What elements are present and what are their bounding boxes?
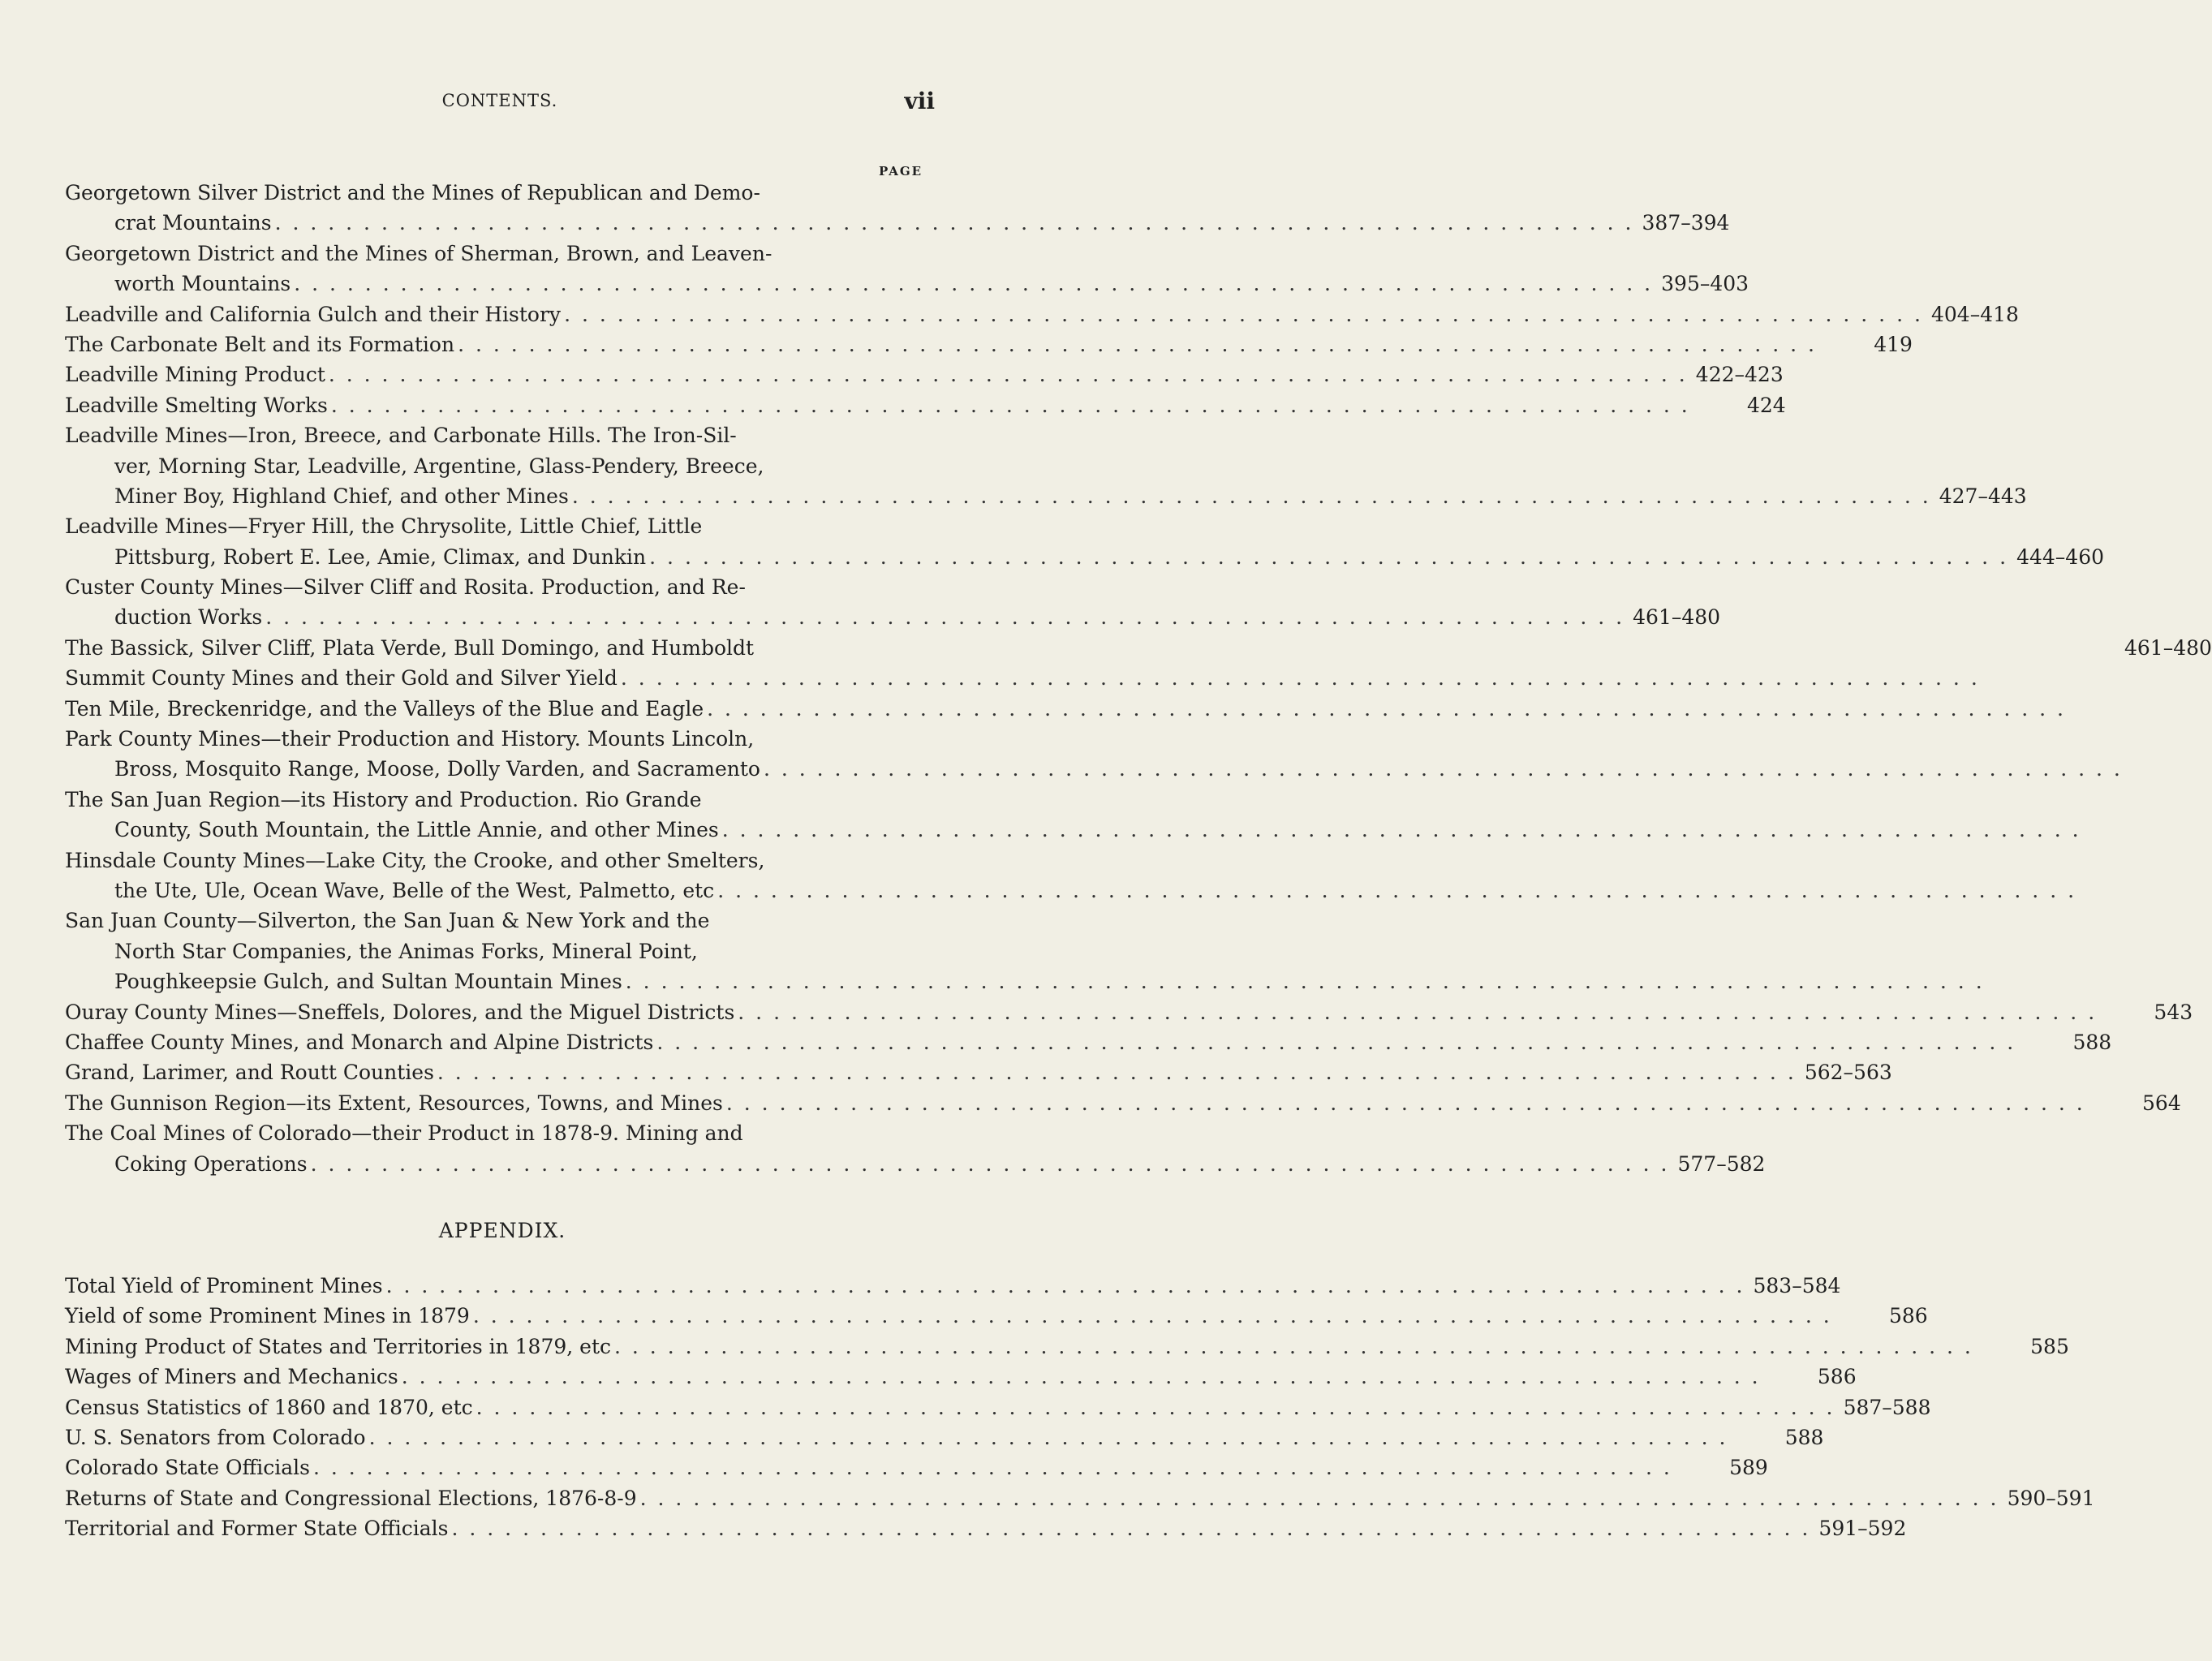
toc-entry xyxy=(65,1027,2112,1057)
toc-entry-title: Pittsburg, Robert E. Lee, Amie, Climax, and Dunkin xyxy=(114,544,647,569)
toc-entry-page: 419 xyxy=(1874,332,1913,356)
dot-leader: . . . . . . . . . . . . . . . . . . . . . . . . . . . . . . . . . . . . . . . . . . . . . . . . . . . . . . . . . . . . . . . . . . . . . . . . . . . . . xyxy=(476,1395,1835,1419)
toc-entry-line xyxy=(65,694,2066,724)
dot-leader: . . . . . . . . . . . . . . . . . . . . . . . . . . . . . . . . . . . . . . . . . . . . . . . . . . . . . . . . . . . . . . . . . . . . . . . . . . . . . xyxy=(437,1061,1797,1085)
appendix-entry xyxy=(65,1483,2095,1513)
toc-entry xyxy=(65,997,2193,1027)
toc-entry-page: 395–403 xyxy=(1661,272,1749,296)
toc-entry xyxy=(65,572,1721,633)
appendix-entry-page: 587–588 xyxy=(1843,1395,1931,1419)
appendix-entry-title: Wages of Miners and Mechanics xyxy=(65,1365,398,1389)
dot-leader: . . . . . . . . . . . . . . . . . . . . . . . . . . . . . . . . . . . . . . . . . . . . . . . . . . . . . . . . . . . . . . . . . . . . . . . . . . . . . xyxy=(656,1030,2016,1054)
toc-entry-page: 424 xyxy=(1747,393,1786,417)
toc-entry xyxy=(65,1118,1766,1179)
dot-leader: . . . . . . . . . . . . . . . . . . . . . . . . . . . . . . . . . . . . . . . . . . . . . . . . . . . . . . . . . . . . . . . . . . . . . . . . . . . . . xyxy=(707,696,2066,721)
dot-leader: . . . . . . . . . . . . . . . . . . . . . . . . . . . . . . . . . . . . . . . . . . . . . . . . . . . . . . . . . . . . . . . . . . . . . . . . . . . . . xyxy=(330,393,1690,417)
toc-entry-page: 588 xyxy=(2072,1030,2112,1054)
toc-entry xyxy=(65,390,1786,420)
dot-leader: . . . . . . . . . . . . . . . . . . . . . . . . . . . . . . . . . . . . . . . . . . . . . . . . . . . . . . . . . . . . . . . . . . . . . . . . . . . . . xyxy=(274,211,1634,235)
toc-entry-title: Grand, Larimer, and Routt Counties xyxy=(65,1061,434,1085)
dot-leader: . . . . . . . . . . . . . . . . . . . . . . . . . . . . . . . . . . . . . . . . . . . . . . . . . . . . . . . . . . . . . . . . . . . . . . . . . . . . . xyxy=(451,1517,1811,1541)
toc-entry xyxy=(65,178,1730,239)
toc-entry-line xyxy=(65,1149,1766,1179)
toc-entry-line xyxy=(65,542,2105,572)
appendix-entry-title: Returns of State and Congressional Elections, 1876-8-9 xyxy=(65,1486,637,1510)
toc-entry-title: Leadville and California Gulch and their History xyxy=(65,302,562,326)
appendix-entry-title: Census Statistics of 1860 and 1870, etc xyxy=(65,1395,473,1419)
toc-entry-title: duction Works xyxy=(114,605,263,630)
toc-entry-title: The Bassick, Silver Cliff, Plata Verde, Bull Domingo, and Humboldt xyxy=(65,635,755,660)
dot-leader: . . . . . . . . . . . . . . . . . . . . . . . . . . . . . . . . . . . . . . . . . . . . . . . . . . . . . . . . . . . . . . . . . . . . . . . . . . . . . xyxy=(312,1456,1672,1480)
toc-entry-title: Hinsdale County Mines—Lake City, the Crooke, and other Smelters, xyxy=(65,848,765,872)
toc-entry-line xyxy=(65,724,940,754)
page-column-label: PAGE xyxy=(879,164,923,179)
toc-entry-title: The Carbonate Belt and its Formation xyxy=(65,332,455,356)
toc-entry-line xyxy=(65,876,2077,906)
running-head xyxy=(65,88,935,117)
toc-entry-page: 461–480 xyxy=(2124,635,2212,660)
toc-entry-line xyxy=(65,1118,940,1148)
dot-leader: . . . . . . . . . . . . . . . . . . . . . . . . . . . . . . . . . . . . . . . . . . . . . . . . . . . . . . . . . . . . . . . . . . . . . . . . . . . . . xyxy=(620,666,1980,691)
toc-entry xyxy=(65,785,2081,846)
toc-entry-page: 564 xyxy=(2142,1091,2181,1115)
folio-page-number: vii xyxy=(904,88,935,114)
toc-entry-page: 422–423 xyxy=(1695,363,1784,387)
appendix-entry-page: 586 xyxy=(1888,1304,1928,1328)
toc-entry-line xyxy=(65,420,940,450)
toc-entry-title: Leadville Mines—Iron, Breece, and Carbonate Hills. The Iron-Sil- xyxy=(65,424,737,448)
appendix-entry-title: Colorado State Officials xyxy=(65,1456,310,1480)
toc-entry-title: Chaffee County Mines, and Monarch and Alpine Districts xyxy=(65,1030,654,1054)
toc-entry-line xyxy=(65,966,1985,996)
dot-leader: . . . . . . . . . . . . . . . . . . . . . . . . . . . . . . . . . . . . . . . . . . . . . . . . . . . . . . . . . . . . . . . . . . . . . . . . . . . . . xyxy=(625,970,1985,994)
appendix-entry-page: 586 xyxy=(1817,1365,1857,1389)
toc-entry-title: Georgetown District and the Mines of Sherman, Brown, and Leaven- xyxy=(65,241,772,265)
toc-entry-title: crat Mountains xyxy=(114,211,272,235)
toc-entry-line xyxy=(65,936,940,966)
toc-entry-line xyxy=(65,1027,2112,1057)
toc-entry xyxy=(65,694,2066,724)
toc-entry-title: Bross, Mosquito Range, Moose, Dolly Varden, and Sacramento xyxy=(114,757,760,781)
toc-entry-line xyxy=(65,997,2193,1027)
dot-leader: . . . . . . . . . . . . . . . . . . . . . . . . . . . . . . . . . . . . . . . . . . . . . . . . . . . . . . . . . . . . . . . . . . . . . . . . . . . . . xyxy=(328,363,1688,387)
toc-entry-title: The San Juan Region—its History and Production. Rio Grande xyxy=(65,787,702,811)
toc-entry-line xyxy=(65,754,2123,784)
toc-entry-line xyxy=(65,602,1721,632)
toc-entry xyxy=(65,1057,1892,1087)
dot-leader: . . . . . . . . . . . . . . . . . . . . . . . . . . . . . . . . . . . . . . . . . . . . . . . . . . . . . . . . . . . . . . . . . . . . . . . . . . . . . xyxy=(717,878,2077,902)
toc-entry-line xyxy=(65,451,940,481)
dot-leader: . . . . . . . . . . . . . . . . . . . . . . . . . . . . . . . . . . . . . . . . . . . . . . . . . . . . . . . . . . . . . . . . . . . . . . . . . . . . . xyxy=(294,272,1654,296)
appendix-entry-line xyxy=(65,1332,2069,1362)
toc-entry-page: 562–563 xyxy=(1804,1061,1892,1085)
appendix-entry xyxy=(65,1362,1857,1392)
appendix-entry-title: U. S. Senators from Colorado xyxy=(65,1425,366,1449)
toc-entry-line xyxy=(65,663,1980,693)
appendix-entry-page: 588 xyxy=(1784,1425,1824,1449)
toc-entry xyxy=(65,633,2212,663)
toc-entry-title: the Ute, Ule, Ocean Wave, Belle of the West, Palmetto, etc xyxy=(114,878,715,902)
appendix-entry-page: 591–592 xyxy=(1818,1517,1907,1541)
dot-leader: . . . . . . . . . . . . . . . . . . . . . . . . . . . . . . . . . . . . . . . . . . . . . . . . . . . . . . . . . . . . . . . . . . . . . . . . . . . . . xyxy=(265,605,1625,630)
appendix-entry xyxy=(65,1271,1841,1301)
toc-entry-line xyxy=(65,208,1730,238)
appendix-entry xyxy=(65,1452,1768,1482)
toc-entry-title: Leadville Mining Product xyxy=(65,363,325,387)
toc-entry-line xyxy=(65,906,940,936)
dot-leader: . . . . . . . . . . . . . . . . . . . . . . . . . . . . . . . . . . . . . . . . . . . . . . . . . . . . . . . . . . . . . . . . . . . . . . . . . . . . . xyxy=(721,818,2081,842)
appendix-entry-line xyxy=(65,1513,1907,1543)
toc-entry xyxy=(65,359,1784,389)
toc-entry xyxy=(65,724,2123,785)
toc-entry-title: Leadville Mines—Fryer Hill, the Chrysolite, Little Chief, Little xyxy=(65,514,703,539)
appendix-entry-line xyxy=(65,1422,1824,1452)
appendix-entry-page: 589 xyxy=(1729,1456,1768,1480)
toc-entry-line xyxy=(65,511,940,541)
appendix-entry-line xyxy=(65,1362,1857,1392)
appendix-entry-page: 590–591 xyxy=(2007,1486,2095,1510)
dot-leader: . . . . . . . . . . . . . . . . . . . . . . . . . . . . . . . . . . . . . . . . . . . . . . . . . . . . . . . . . . . . . . . . . . . . . . . . . . . . . xyxy=(639,1486,1999,1510)
toc-entry-title: Park County Mines—their Production and History. Mounts Lincoln, xyxy=(65,727,755,751)
toc-entry-page: 461–480 xyxy=(1633,605,1721,630)
appendix-entry-title: Total Yield of Prominent Mines xyxy=(65,1274,383,1297)
toc-entry-line xyxy=(65,359,1784,389)
dot-leader: . . . . . . . . . . . . . . . . . . . . . . . . . . . . . . . . . . . . . . . . . . . . . . . . . . . . . . . . . . . . . . . . . . . . . . . . . . . . . xyxy=(385,1274,1745,1297)
appendix-heading: APPENDIX. xyxy=(438,1219,566,1242)
toc-entry xyxy=(65,511,2105,572)
dot-leader: . . . . . . . . . . . . . . . . . . . . . . . . . . . . . . . . . . . . . . . . . . . . . . . . . . . . . . . . . . . . . . . . . . . . . . . . . . . . . xyxy=(401,1365,1761,1389)
toc-entry xyxy=(65,420,2027,511)
toc-entry-page: 427–443 xyxy=(1939,484,2027,508)
appendix-entry xyxy=(65,1301,1928,1331)
appendix-entry-line xyxy=(65,1271,1841,1301)
toc-entry-title: The Coal Mines of Colorado—their Product in 1878-9. Mining and xyxy=(65,1121,743,1146)
table-of-contents xyxy=(65,178,2212,1179)
dot-leader: . . . . . . . . . . . . . . . . . . . . . . . . . . . . . . . . . . . . . . . . . . . . . . . . . . . . . . . . . . . . . . . . . . . . . . . . . . . . . xyxy=(763,757,2123,781)
toc-entry-line xyxy=(65,815,2081,845)
toc-entry-title: Georgetown Silver District and the Mines of Republican and Demo- xyxy=(65,181,760,204)
toc-entry-title: Ten Mile, Breckenridge, and the Valleys of the Blue and Eagle xyxy=(65,696,704,721)
toc-entry-line xyxy=(65,481,2027,511)
toc-entry-title: Coking Operations xyxy=(114,1151,308,1176)
toc-entry xyxy=(65,239,1749,299)
toc-entry-page: 577–582 xyxy=(1677,1151,1766,1176)
dot-leader: . . . . . . . . . . . . . . . . . . . . . . . . . . . . . . . . . . . . . . . . . . . . . . . . . . . . . . . . . . . . . . . . . . . . . . . . . . . . . xyxy=(368,1425,1728,1449)
toc-entry-title: Leadville Smelting Works xyxy=(65,393,328,417)
toc-entry xyxy=(65,299,2019,329)
toc-entry xyxy=(65,663,1980,693)
appendix-entry-title: Yield of some Prominent Mines in 1879 xyxy=(65,1304,470,1328)
running-title: CONTENTS. xyxy=(441,91,558,110)
appendix-entry xyxy=(65,1392,1931,1422)
toc-entry-title: Custer County Mines—Silver Cliff and Rosita. Production, and Re- xyxy=(65,575,746,600)
toc-entry xyxy=(65,329,1913,359)
toc-entry xyxy=(65,846,2077,906)
dot-leader: . . . . . . . . . . . . . . . . . . . . . . . . . . . . . . . . . . . . . . . . . . . . . . . . . . . . . . . . . . . . . . . . . . . . . . . . . . . . . xyxy=(649,544,2009,569)
toc-entry-page: 444–460 xyxy=(2016,544,2105,569)
appendix-entry-page: 585 xyxy=(2030,1334,2069,1358)
toc-entry-title: worth Mountains xyxy=(114,272,291,296)
appendix-entry-page: 583–584 xyxy=(1753,1274,1841,1297)
appendix-entry-line xyxy=(65,1483,2095,1513)
dot-leader: . . . . . . . . . . . . . . . . . . . . . . . . . . . . . . . . . . . . . . . . . . . . . . . . . . . . . . . . . . . . . . . . . . . . . . . . . . . . . xyxy=(614,1334,1973,1358)
toc-entry-title: County, South Mountain, the Little Annie, and other Mines xyxy=(114,818,719,842)
appendix-entry xyxy=(65,1332,2069,1362)
toc-entry-line xyxy=(65,572,940,602)
toc-entry-title: Summit County Mines and their Gold and Silver Yield xyxy=(65,666,618,691)
appendix-entry-line xyxy=(65,1452,1768,1482)
toc-entry-line xyxy=(65,1057,1892,1087)
toc-entry-title: North Star Companies, the Animas Forks, Mineral Point, xyxy=(114,939,698,963)
toc-entry xyxy=(65,906,1985,996)
toc-entry-line xyxy=(65,178,940,208)
appendix-entry-line xyxy=(65,1301,1928,1331)
toc-entry-page: 387–394 xyxy=(1642,211,1730,235)
dot-leader: . . . . . . . . . . . . . . . . . . . . . . . . . . . . . . . . . . . . . . . . . . . . . . . . . . . . . . . . . . . . . . . . . . . . . . . . . . . . . xyxy=(564,302,1923,326)
appendix-entry xyxy=(65,1513,1907,1543)
toc-entry-title: Poughkeepsie Gulch, and Sultan Mountain Mines xyxy=(114,970,622,994)
dot-leader: . . . . . . . . . . . . . . . . . . . . . . . . . . . . . . . . . . . . . . . . . . . . . . . . . . . . . . . . . . . . . . . . . . . . . . . . . . . . . xyxy=(738,1000,2098,1024)
appendix-entry xyxy=(65,1422,1824,1452)
toc-entry-line xyxy=(65,846,940,876)
appendix-entry-title: Territorial and Former State Officials xyxy=(65,1517,449,1541)
toc-entry-title: Ouray County Mines—Sneffels, Dolores, and the Miguel Districts xyxy=(65,1000,735,1024)
dot-leader: . . . . . . . . . . . . . . . . . . . . . . . . . . . . . . . . . . . . . . . . . . . . . . . . . . . . . . . . . . . . . . . . . . . . . . . . . . . . . xyxy=(571,484,1931,508)
toc-entry-title: The Gunnison Region—its Extent, Resources, Towns, and Mines xyxy=(65,1091,723,1115)
toc-entry-title: San Juan County—Silverton, the San Juan & New York and the xyxy=(65,909,710,933)
toc-entry-title: Miner Boy, Highland Chief, and other Mines xyxy=(114,484,569,508)
dot-leader: . . . . . . . . . . . . . . . . . . . . . . . . . . . . . . . . . . . . . . . . . . . . . . . . . . . . . . . . . . . . . . . . . . . . . . . . . . . . . xyxy=(472,1304,1832,1328)
toc-entry-line xyxy=(65,785,940,815)
dot-leader: . . . . . . . . . . . . . . . . . . . . . . . . . . . . . . . . . . . . . . . . . . . . . . . . . . . . . . . . . . . . . . . . . . . . . . . . . . . . . xyxy=(310,1151,1670,1176)
toc-entry-line xyxy=(65,390,1786,420)
toc-entry-line xyxy=(65,633,2212,663)
toc-entry-page: 543 xyxy=(2154,1000,2193,1024)
toc-entry-line xyxy=(65,1088,2181,1118)
appendix-contents xyxy=(65,1271,2095,1544)
toc-entry-title: ver, Morning Star, Leadville, Argentine, Glass-Pendery, Breece, xyxy=(114,454,764,478)
appendix-entry-title: Mining Product of States and Territories in 1879, etc xyxy=(65,1334,612,1358)
dot-leader: . . . . . . . . . . . . . . . . . . . . . . . . . . . . . . . . . . . . . . . . . . . . . . . . . . . . . . . . . . . . . . . . . . . . . . . . . . . . . xyxy=(458,332,1817,356)
toc-entry xyxy=(65,1088,2181,1118)
dot-leader: . . . . . . . . . . . . . . . . . . . . . . . . . . . . . . . . . . . . . . . . . . . . . . . . . . . . . . . . . . . . . . . . . . . . . . . . . . . . . xyxy=(725,1091,2085,1115)
toc-entry-page: 404–418 xyxy=(1930,302,2019,326)
toc-entry-line xyxy=(65,269,1749,299)
toc-entry-line xyxy=(65,299,2019,329)
appendix-entry-line xyxy=(65,1392,1931,1422)
toc-entry-line xyxy=(65,239,940,269)
toc-entry-line xyxy=(65,329,1913,359)
